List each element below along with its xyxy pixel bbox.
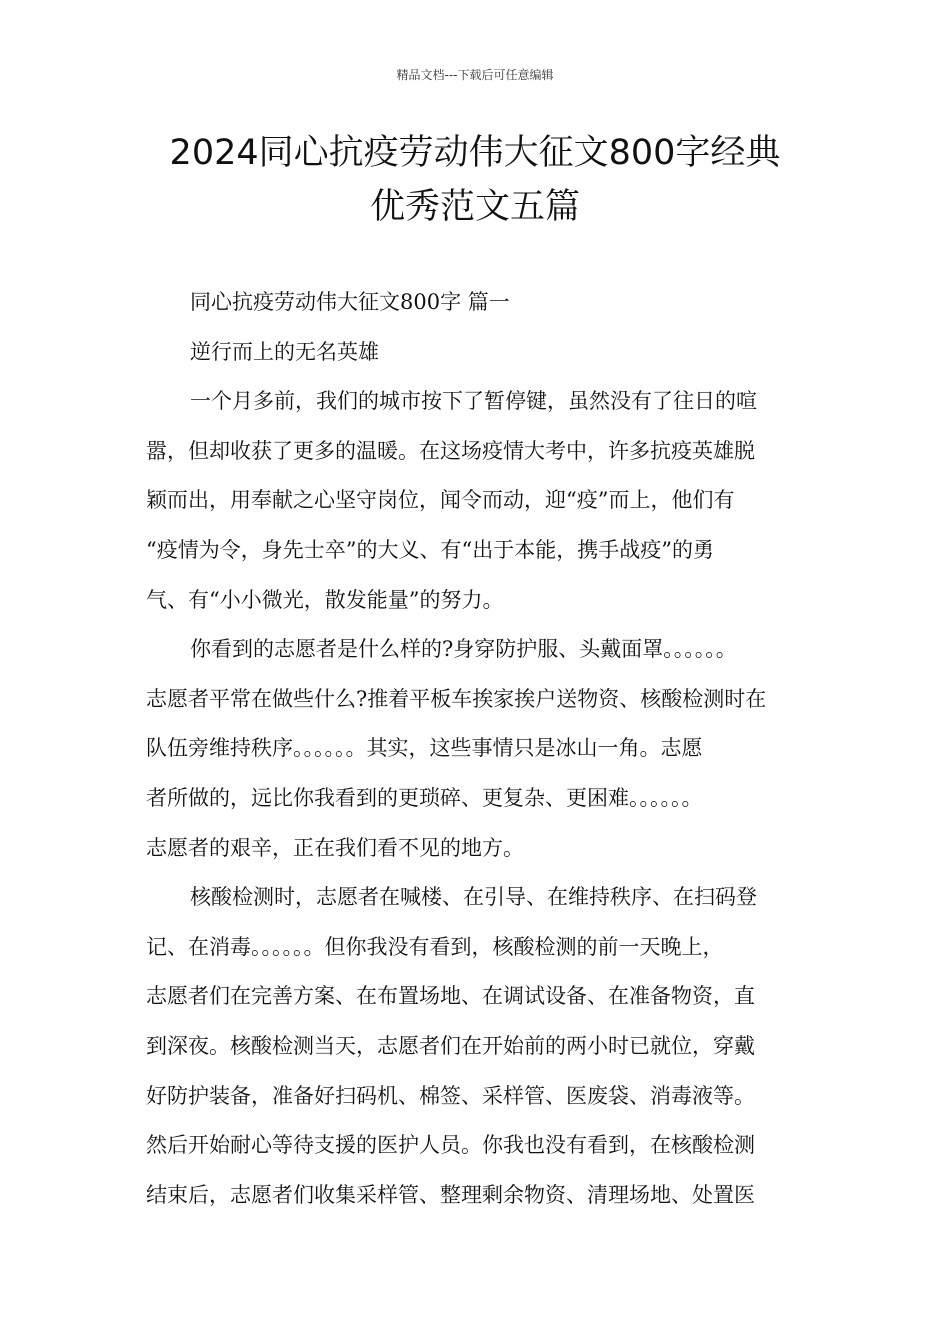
text-line: 核酸检测时，志愿者在喊楼、在引导、在维持秩序、在扫码登 xyxy=(190,885,757,910)
title-line-1: 2024同心抗疫劳动伟大征文800字经典 xyxy=(169,133,781,173)
text-line: 队伍旁维持秩序。。。。。。其实，这些事情只是冰山一角。志愿 xyxy=(146,736,703,761)
text-line: 好防护装备，准备好扫码机、棉签、采样管、医废袋、消毒液等。 xyxy=(146,1083,755,1108)
header-note: 精品文档---下载后可任意编辑 xyxy=(396,68,554,82)
text-line: 你看到的志愿者是什么样的?身穿防护服、头戴面罩。。。。。。 xyxy=(190,637,737,662)
text-line: 记、在消毒。。。。。。但你我没有看到，核酸检测的前一天晚上， xyxy=(146,934,724,959)
text-line: 气、有“小小微光，散发能量”的努力。 xyxy=(146,587,504,612)
text-line: 颖而出，用奉献之心坚守岗位，闻令而动，迎“疫”而上，他们有 xyxy=(146,488,735,513)
document-title xyxy=(120,126,830,234)
text-line: 者所做的，远比你我看到的更琐碎、更复杂、更困难。。。。。。 xyxy=(146,785,703,810)
title-line-2: 优秀范文五篇 xyxy=(369,187,580,227)
text-line: 到深夜。核酸检测当天，志愿者们在开始前的两小时已就位，穿戴 xyxy=(146,1033,755,1058)
text-line: 一个月多前，我们的城市按下了暂停键，虽然没有了往日的喧 xyxy=(190,389,757,414)
text-line: 同心抗疫劳动伟大征文800字 篇一 xyxy=(190,290,510,314)
text-line: 嚣，但却收获了更多的温暖。在这场疫情大考中，许多抗疫英雄脱 xyxy=(146,438,755,463)
text-line: 结束后，志愿者们收集采样管、整理剩余物资、清理场地、处置医 xyxy=(146,1182,755,1207)
text-line: 然后开始耐心等待支援的医护人员。你我也没有看到，在核酸检测 xyxy=(146,1133,755,1158)
text-line: 志愿者平常在做些什么?推着平板车挨家挨户送物资、核酸检测时在 xyxy=(146,686,767,711)
text-line: 逆行而上的无名英雄 xyxy=(190,339,379,364)
text-line: 志愿者们在完善方案、在布置场地、在调试设备、在准备物资，直 xyxy=(146,984,755,1009)
document-body xyxy=(146,278,836,1220)
text-line: “疫情为令，身先士卒”的大义、有“出于本能，携手战疫”的勇 xyxy=(146,537,714,562)
text-line: 志愿者的艰辛，正在我们看不见的地方。 xyxy=(146,835,524,860)
